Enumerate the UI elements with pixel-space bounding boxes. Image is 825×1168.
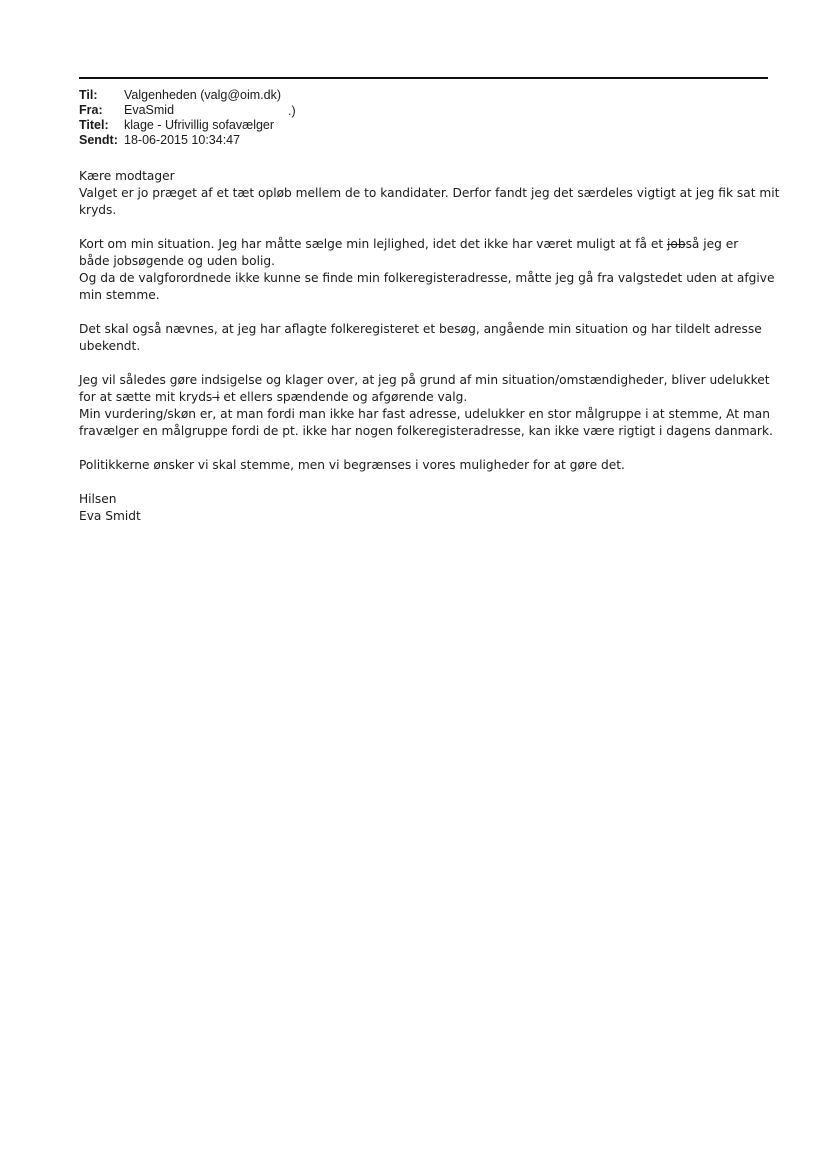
header-divider (79, 77, 768, 79)
p5-line-1: Politikkerne ønsker vi skal stemme, men vi begrænses i vores muligheder for at gøre det. (79, 458, 625, 472)
greeting (79, 168, 769, 185)
subject-label: Titel: (79, 118, 109, 132)
paragraph-4 (79, 372, 773, 440)
p2-line-1-end: så jeg er (685, 237, 739, 251)
to-label: Til: (79, 88, 98, 102)
p4-line-3: Min vurdering/skøn er, at man fordi man ikke har fast adresse, udelukker en stor målgruppe i at stemme, At man (79, 407, 770, 421)
to-value: Valgenheden (valg@oim.dk) (124, 88, 281, 102)
greeting-line: Kære modtager (79, 169, 175, 183)
p2-line-2: både jobsøgende og uden bolig. (79, 254, 275, 268)
p2-line-1 (79, 236, 769, 253)
p4-line-4: fravælger en målgruppe fordi de pt. ikke har nogen folkeregisteradresse, kan ikke være rigtigt i dagens danmark. (79, 424, 773, 438)
p2-line-3: Og da de valgforordnede ikke kunne se finde min folkeregisteradresse, måtte jeg gå fra valgstedet uden at afgive (79, 271, 775, 285)
from-label: Fra: (79, 103, 103, 117)
sent-label: Sendt: (79, 133, 118, 147)
paragraph-2 (79, 236, 775, 304)
paragraph-3 (79, 321, 769, 355)
p1-line-2: kryds. (79, 203, 117, 217)
paragraph-5 (79, 457, 769, 474)
signature-line: Eva Smidt (79, 509, 141, 523)
p4-struck-word: i (212, 390, 220, 404)
to-row (79, 88, 281, 103)
subject-row (79, 118, 281, 133)
sent-value: 18-06-2015 10:34:47 (124, 133, 241, 147)
p3-line-2: ubekendt. (79, 339, 141, 353)
closing (79, 491, 769, 525)
p1-line-1: Valget er jo præget af et tæt opløb mellem de to kandidater. Derfor fandt jeg det særdeles vigtigt at jeg fik sat mit (79, 186, 780, 200)
closing-line: Hilsen (79, 492, 117, 506)
p3-line-1: Det skal også nævnes, at jeg har aflagte folkeregisteret et besøg, angående min situation og har tildelt adresse (79, 322, 762, 336)
p4-line-2-end: et ellers spændende og afgørende valg. (219, 390, 468, 404)
sent-row (79, 133, 281, 148)
from-value: EvaSmid (124, 103, 175, 117)
p4-line-2 (79, 389, 769, 406)
p4-line-1: Jeg vil således gøre indsigelse og klager over, at jeg på grund af min situation/omstændigheder, bliver udelukket (79, 373, 770, 387)
from-row (79, 103, 281, 118)
from-redacted-paren: .) (288, 104, 296, 118)
subject-value: klage - Ufrivillig sofavælger (124, 118, 275, 132)
p2-line-4: min stemme. (79, 288, 160, 302)
email-header (79, 88, 281, 148)
p2-struck-word: job (666, 237, 686, 251)
p2-line-1-start: Kort om min situation. Jeg har måtte sælge min lejlighed, idet det ikke har været muligt at få et (79, 237, 667, 251)
paragraph-1 (79, 185, 780, 219)
p4-line-2-start: for at sætte mit kryds (79, 390, 213, 404)
email-body (79, 168, 780, 525)
